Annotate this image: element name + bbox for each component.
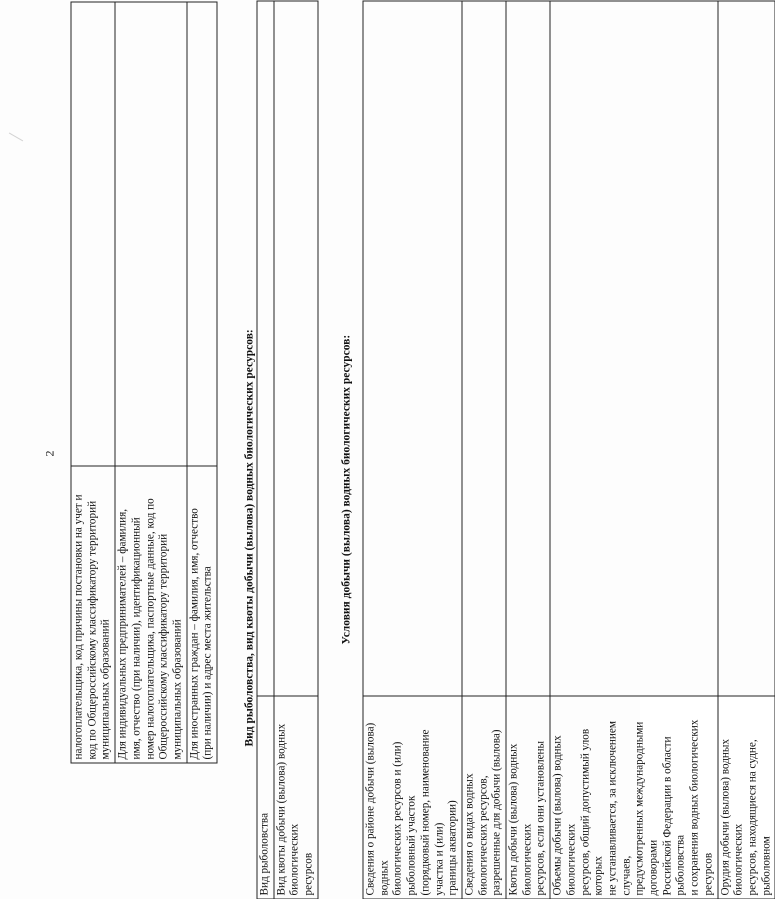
table-row — [363, 1, 462, 899]
table-cell-label: Сведения о видах водных биологических ресурсов, разрешенные для добычи (вылова) — [461, 696, 505, 899]
applicant-details-table — [70, 1, 217, 763]
table-cell-label: Вид квоты добычи (вылова) водных биологических ресурсов — [273, 696, 317, 899]
table-cell-value — [257, 1, 274, 696]
table-cell-label: Для иностранных граждан – фамилия, имя, отчество (при наличии) и адрес места жительства — [186, 466, 216, 763]
table-cell-label: налогоплательщика, код причины постановки на учет и код по Общероссийскому классификатору территорий муниципальных образований — [71, 466, 115, 763]
scan-artifact-mark — [8, 106, 37, 141]
conditions-table — [362, 0, 775, 899]
table-cell-value — [506, 1, 550, 696]
section-heading-conditions: Условия добычи (вылова) водных биологических ресурсов: — [340, 334, 352, 644]
table-cell-value — [273, 1, 317, 696]
page-number: 2 — [42, 450, 56, 456]
table-row — [273, 1, 317, 899]
table-cell-value — [115, 2, 187, 466]
section-heading-fishing-type: Вид рыболовства, вид квоты добычи (вылова) водных биологических ресурсов: — [243, 328, 255, 746]
table-cell-value — [550, 1, 717, 696]
table-row — [717, 1, 775, 899]
table-cell-label: Для индивидуальных предпринимателей – фамилия, имя, отчество (при наличии), идентификационный номер налогоплательщика, паспортные данные, код по Общероссийскому классификатору территорий муниципальных образований — [115, 466, 187, 763]
table-cell-value — [363, 1, 462, 696]
table-row — [506, 1, 550, 899]
table-row — [71, 2, 115, 763]
table-cell-label: Сведения о районе добычи (вылова) водных биологических ресурсов и (или) рыболовный участок (порядковый номер, наименование участка и (или) границы акватории) — [363, 696, 462, 899]
table-row — [115, 2, 187, 763]
table-row — [461, 1, 505, 899]
table-row — [257, 1, 274, 899]
table-cell-value — [717, 1, 775, 696]
table-cell-label: Вид рыболовства — [257, 696, 274, 899]
table-cell-label: Орудия добычи (вылова) водных биологических ресурсов, находящиеся на судне, рыболовном — [717, 696, 775, 899]
table-cell-value — [461, 1, 505, 696]
table-row — [550, 1, 717, 899]
table-cell-value — [71, 2, 115, 466]
table-cell-label: Квоты добычи (вылова) водных биологических ресурсов, если они установлены — [506, 696, 550, 899]
table-cell-label: Объемы добычи (вылова) водных биологических ресурсов, общий допустимый улов которых не устанавливается, за исключением случаев, предусмотренных международными договорами Российской Федерации в области рыболовства и сохранения водных биологических ресурсов — [550, 696, 717, 899]
fishing-type-table — [256, 0, 318, 899]
table-cell-value — [186, 2, 216, 466]
table-row — [186, 2, 216, 763]
